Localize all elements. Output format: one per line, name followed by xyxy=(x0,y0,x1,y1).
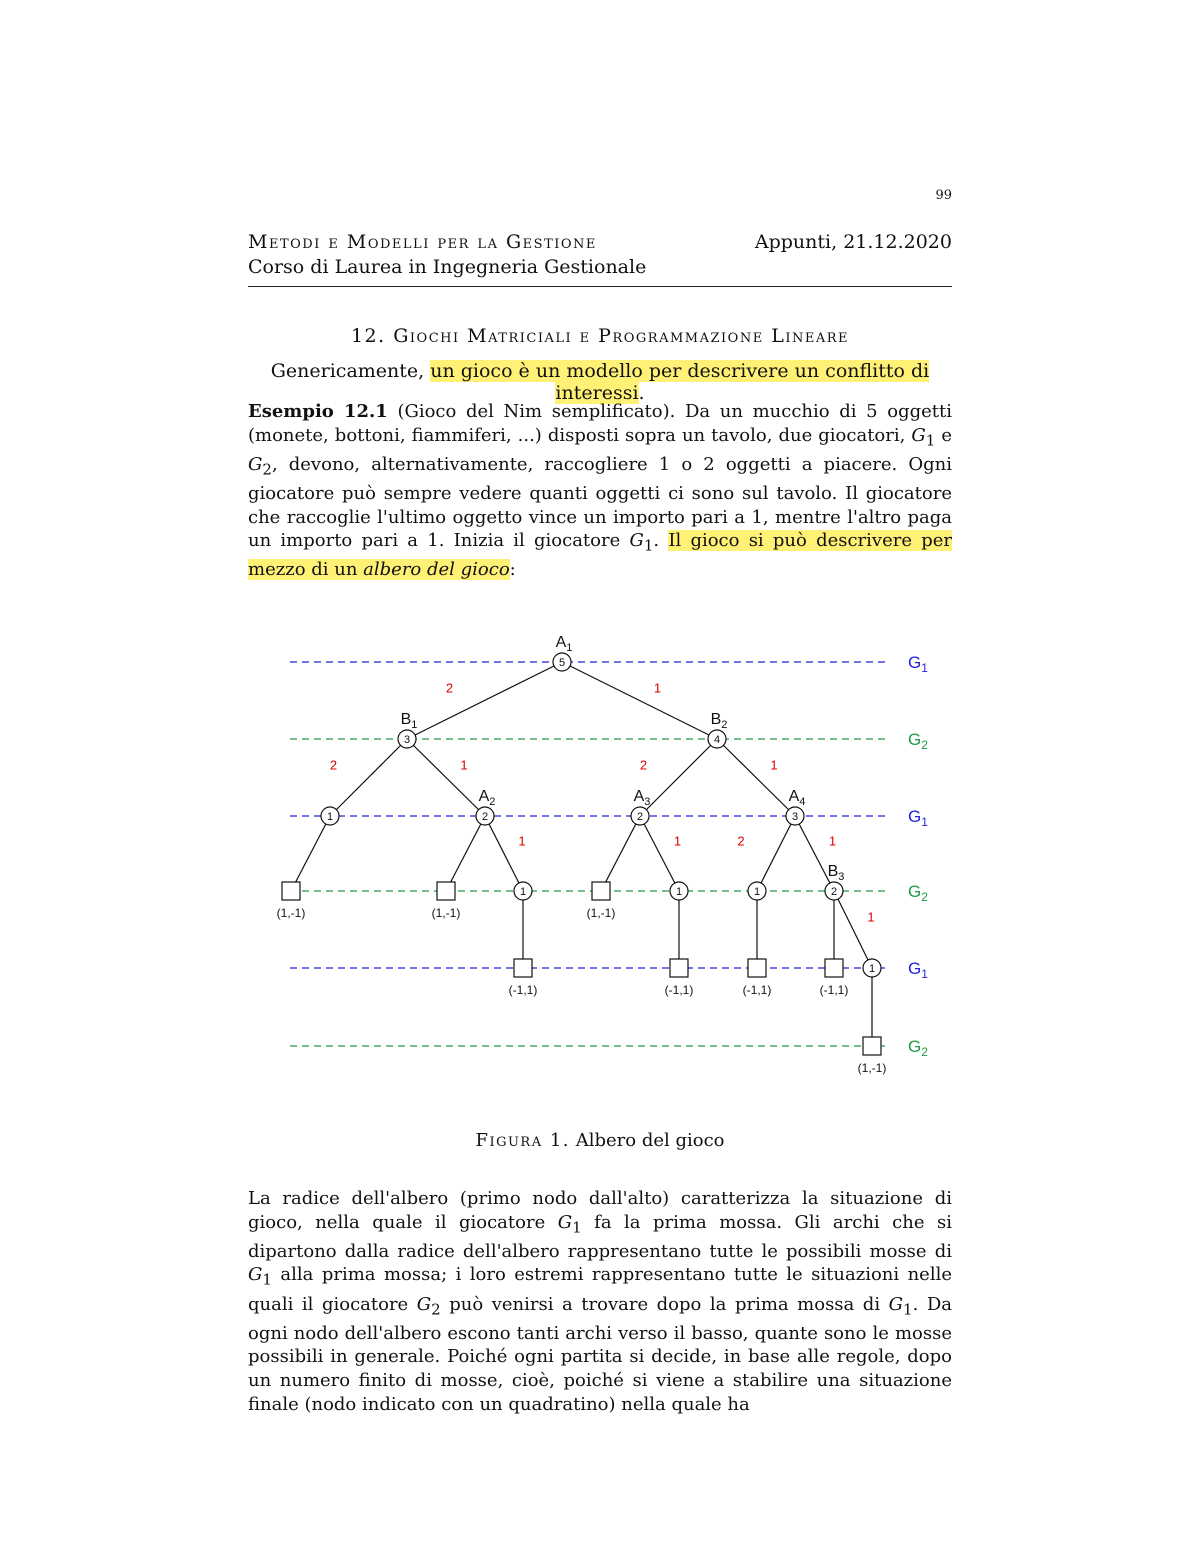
figure-caption-text: Albero del gioco xyxy=(570,1130,725,1151)
intro-pre: Genericamente, xyxy=(270,360,431,382)
node-value-A4: 3 xyxy=(791,811,799,823)
degree-name: Corso di Laurea in Ingegneria Gestionale xyxy=(248,256,647,278)
terminal-t6 xyxy=(748,959,766,977)
example-text-2: , devono, alternativamente, raccogliere 1 o 2 oggetti a piacere. Ogni giocatore può sempre vedere quanti oggetti ci sono sul tavolo. Il giocatore che raccoglie l'ultimo oggetto vince un importo pari a 1, mentre l'altro paga un importo pari a 1. Inizia il giocatore xyxy=(248,453,952,552)
example-and: e xyxy=(935,424,952,446)
level-label-1: $G_1$ xyxy=(908,653,928,675)
level-label-4: $G_2$ xyxy=(908,882,928,904)
node-value-n1: 1 xyxy=(326,811,334,823)
player-g1b: G xyxy=(629,530,644,552)
player-g2-sub: 2 xyxy=(262,460,272,479)
player-g1b-sub: 1 xyxy=(643,536,654,555)
player-g2: G xyxy=(248,453,263,475)
example-highlight-em: albero del gioco xyxy=(363,559,510,581)
node-label-A1: $A_1$ xyxy=(555,634,573,654)
example-text-1: Da un mucchio di 5 oggetti (monete, bottoni, fiammiferi, ...) disposti sopra un tavolo, due giocatori, xyxy=(248,401,952,446)
node-label-B3: $B_3$ xyxy=(827,863,845,883)
edge-label-13: 1 xyxy=(828,833,837,849)
tree-edge-2 xyxy=(562,662,717,739)
node-value-B2: 4 xyxy=(713,734,721,746)
tree-edge-11 xyxy=(640,816,682,891)
page-number: 99 xyxy=(935,188,952,203)
edge-label-2: 1 xyxy=(653,680,662,696)
body-paragraph xyxy=(248,1187,952,1416)
payoff-t7: (-1,1) xyxy=(819,983,849,997)
p2-text-3: alla prima mossa; i loro estremi rappresentano tutte le situazioni nelle quali il giocatore xyxy=(248,1264,952,1315)
edge-label-1: 2 xyxy=(445,680,454,696)
p2-sub-4: 1 xyxy=(903,1300,913,1319)
payoff-t5: (-1,1) xyxy=(664,983,694,997)
terminal-t5 xyxy=(670,959,688,977)
p2-sub-1: 1 xyxy=(572,1218,582,1237)
node-value-n2: 1 xyxy=(519,886,527,898)
level-label-2: $G_2$ xyxy=(908,730,928,752)
edge-label-18: 1 xyxy=(867,909,875,925)
tree-edge-8 xyxy=(446,816,485,891)
node-value-A3: 2 xyxy=(636,811,644,823)
node-value-A1: 5 xyxy=(558,657,566,669)
figure-caption xyxy=(248,1130,952,1151)
edge-label-12: 2 xyxy=(737,833,745,849)
p2-text-5: . Da ogni nodo dell'albero escono tanti archi verso il basso, quante sono le mosse possibili in generale. Poiché ogni partita si decide, in base alle regole, dopo un numero finito di mosse, cioè, poiché si viene a stabilire una situazione finale (nodo indicato con un quadratino) nella quale ha xyxy=(248,1293,953,1415)
node-label-B1: $B_1$ xyxy=(400,711,418,731)
example-label: Esempio 12.1 xyxy=(248,401,388,422)
course-title: Metodi e Modelli per la Gestione xyxy=(248,231,597,253)
node-label-A2: $A_2$ xyxy=(478,788,496,808)
edge-label-11: 1 xyxy=(673,833,682,849)
tree-edge-12 xyxy=(757,816,795,891)
p2-text-2: fa la prima mossa. Gli archi che si dipartono dalla radice dell'albero rappresentano tutte le possibili mosse di xyxy=(248,1211,952,1262)
payoff-t6: (-1,1) xyxy=(742,983,772,997)
terminal-t4 xyxy=(514,959,532,977)
p2-text-4: può venirsi a trovare dopo la prima mossa di xyxy=(440,1293,889,1315)
intro-highlight: un gioco è un modello per descrivere un conflitto di interessi xyxy=(430,360,930,404)
payoff-t8: (1,-1) xyxy=(857,1061,887,1075)
edge-label-4: 1 xyxy=(460,757,468,773)
node-label-A3: $A_3$ xyxy=(633,788,651,808)
tree-edge-5 xyxy=(640,739,717,816)
tree-edge-3 xyxy=(330,739,407,816)
tree-edge-9 xyxy=(485,816,526,891)
p2-sub-3: 2 xyxy=(431,1300,441,1319)
node-value-B3: 2 xyxy=(830,886,838,898)
edge-label-6: 1 xyxy=(770,757,778,773)
p2-g-1: G xyxy=(557,1211,573,1233)
node-value-n4: 1 xyxy=(753,886,761,898)
node-value-A2: 2 xyxy=(481,811,489,823)
node-label-B2: $B_2$ xyxy=(710,711,728,731)
node-value-B1: 3 xyxy=(403,734,411,746)
payoff-t2: (1,-1) xyxy=(431,906,461,920)
p2-g-4: G xyxy=(888,1293,904,1315)
header-date: Appunti, 21.12.2020 xyxy=(754,231,952,253)
example-highlight-text: Il gioco si può descrivere per mezzo di un xyxy=(248,530,952,581)
player-g1: G xyxy=(911,424,926,446)
tree-edge-1 xyxy=(407,662,562,739)
payoff-t4: (-1,1) xyxy=(508,983,538,997)
terminal-t3 xyxy=(592,882,610,900)
node-value-n5: 1 xyxy=(868,963,876,975)
player-g1-sub: 1 xyxy=(925,431,936,450)
node-value-n3: 1 xyxy=(675,886,683,898)
example-end: : xyxy=(509,559,516,581)
tree-edge-10 xyxy=(601,816,640,891)
level-label-3: $G_1$ xyxy=(908,807,928,829)
example-name: (Gioco del Nim semplificato). xyxy=(397,401,676,422)
tree-edge-18 xyxy=(834,891,875,968)
payoff-t1: (1,-1) xyxy=(276,906,306,920)
edge-label-5: 2 xyxy=(639,757,648,773)
tree-edge-6 xyxy=(717,739,795,816)
payoff-t3: (1,-1) xyxy=(586,906,616,920)
level-label-5: $G_1$ xyxy=(908,959,928,981)
terminal-t1 xyxy=(282,882,300,900)
p2-sub-2: 1 xyxy=(262,1270,272,1289)
tree-edge-7 xyxy=(291,816,330,891)
intro-post: . xyxy=(638,382,645,404)
p2-text-1: La radice dell'albero (primo nodo dall'alto) caratterizza la situazione di gioco, nella quale il giocatore xyxy=(248,1188,952,1233)
level-label-6: $G_2$ xyxy=(908,1037,928,1059)
section-title: 12. Giochi Matriciali e Programmazione Lineare xyxy=(350,325,850,347)
p2-g-2: G xyxy=(248,1264,263,1286)
terminal-t2 xyxy=(437,882,455,900)
edge-label-3: 2 xyxy=(329,757,338,773)
example-text-3: . xyxy=(653,530,669,552)
figure-number: Figura 1. xyxy=(475,1130,571,1151)
edge-label-9: 1 xyxy=(518,833,526,849)
terminal-t8 xyxy=(863,1037,881,1055)
node-label-A4: $A_4$ xyxy=(788,788,806,808)
terminal-t7 xyxy=(825,959,843,977)
tree-edge-4 xyxy=(407,739,485,816)
p2-g-3: G xyxy=(416,1293,432,1315)
